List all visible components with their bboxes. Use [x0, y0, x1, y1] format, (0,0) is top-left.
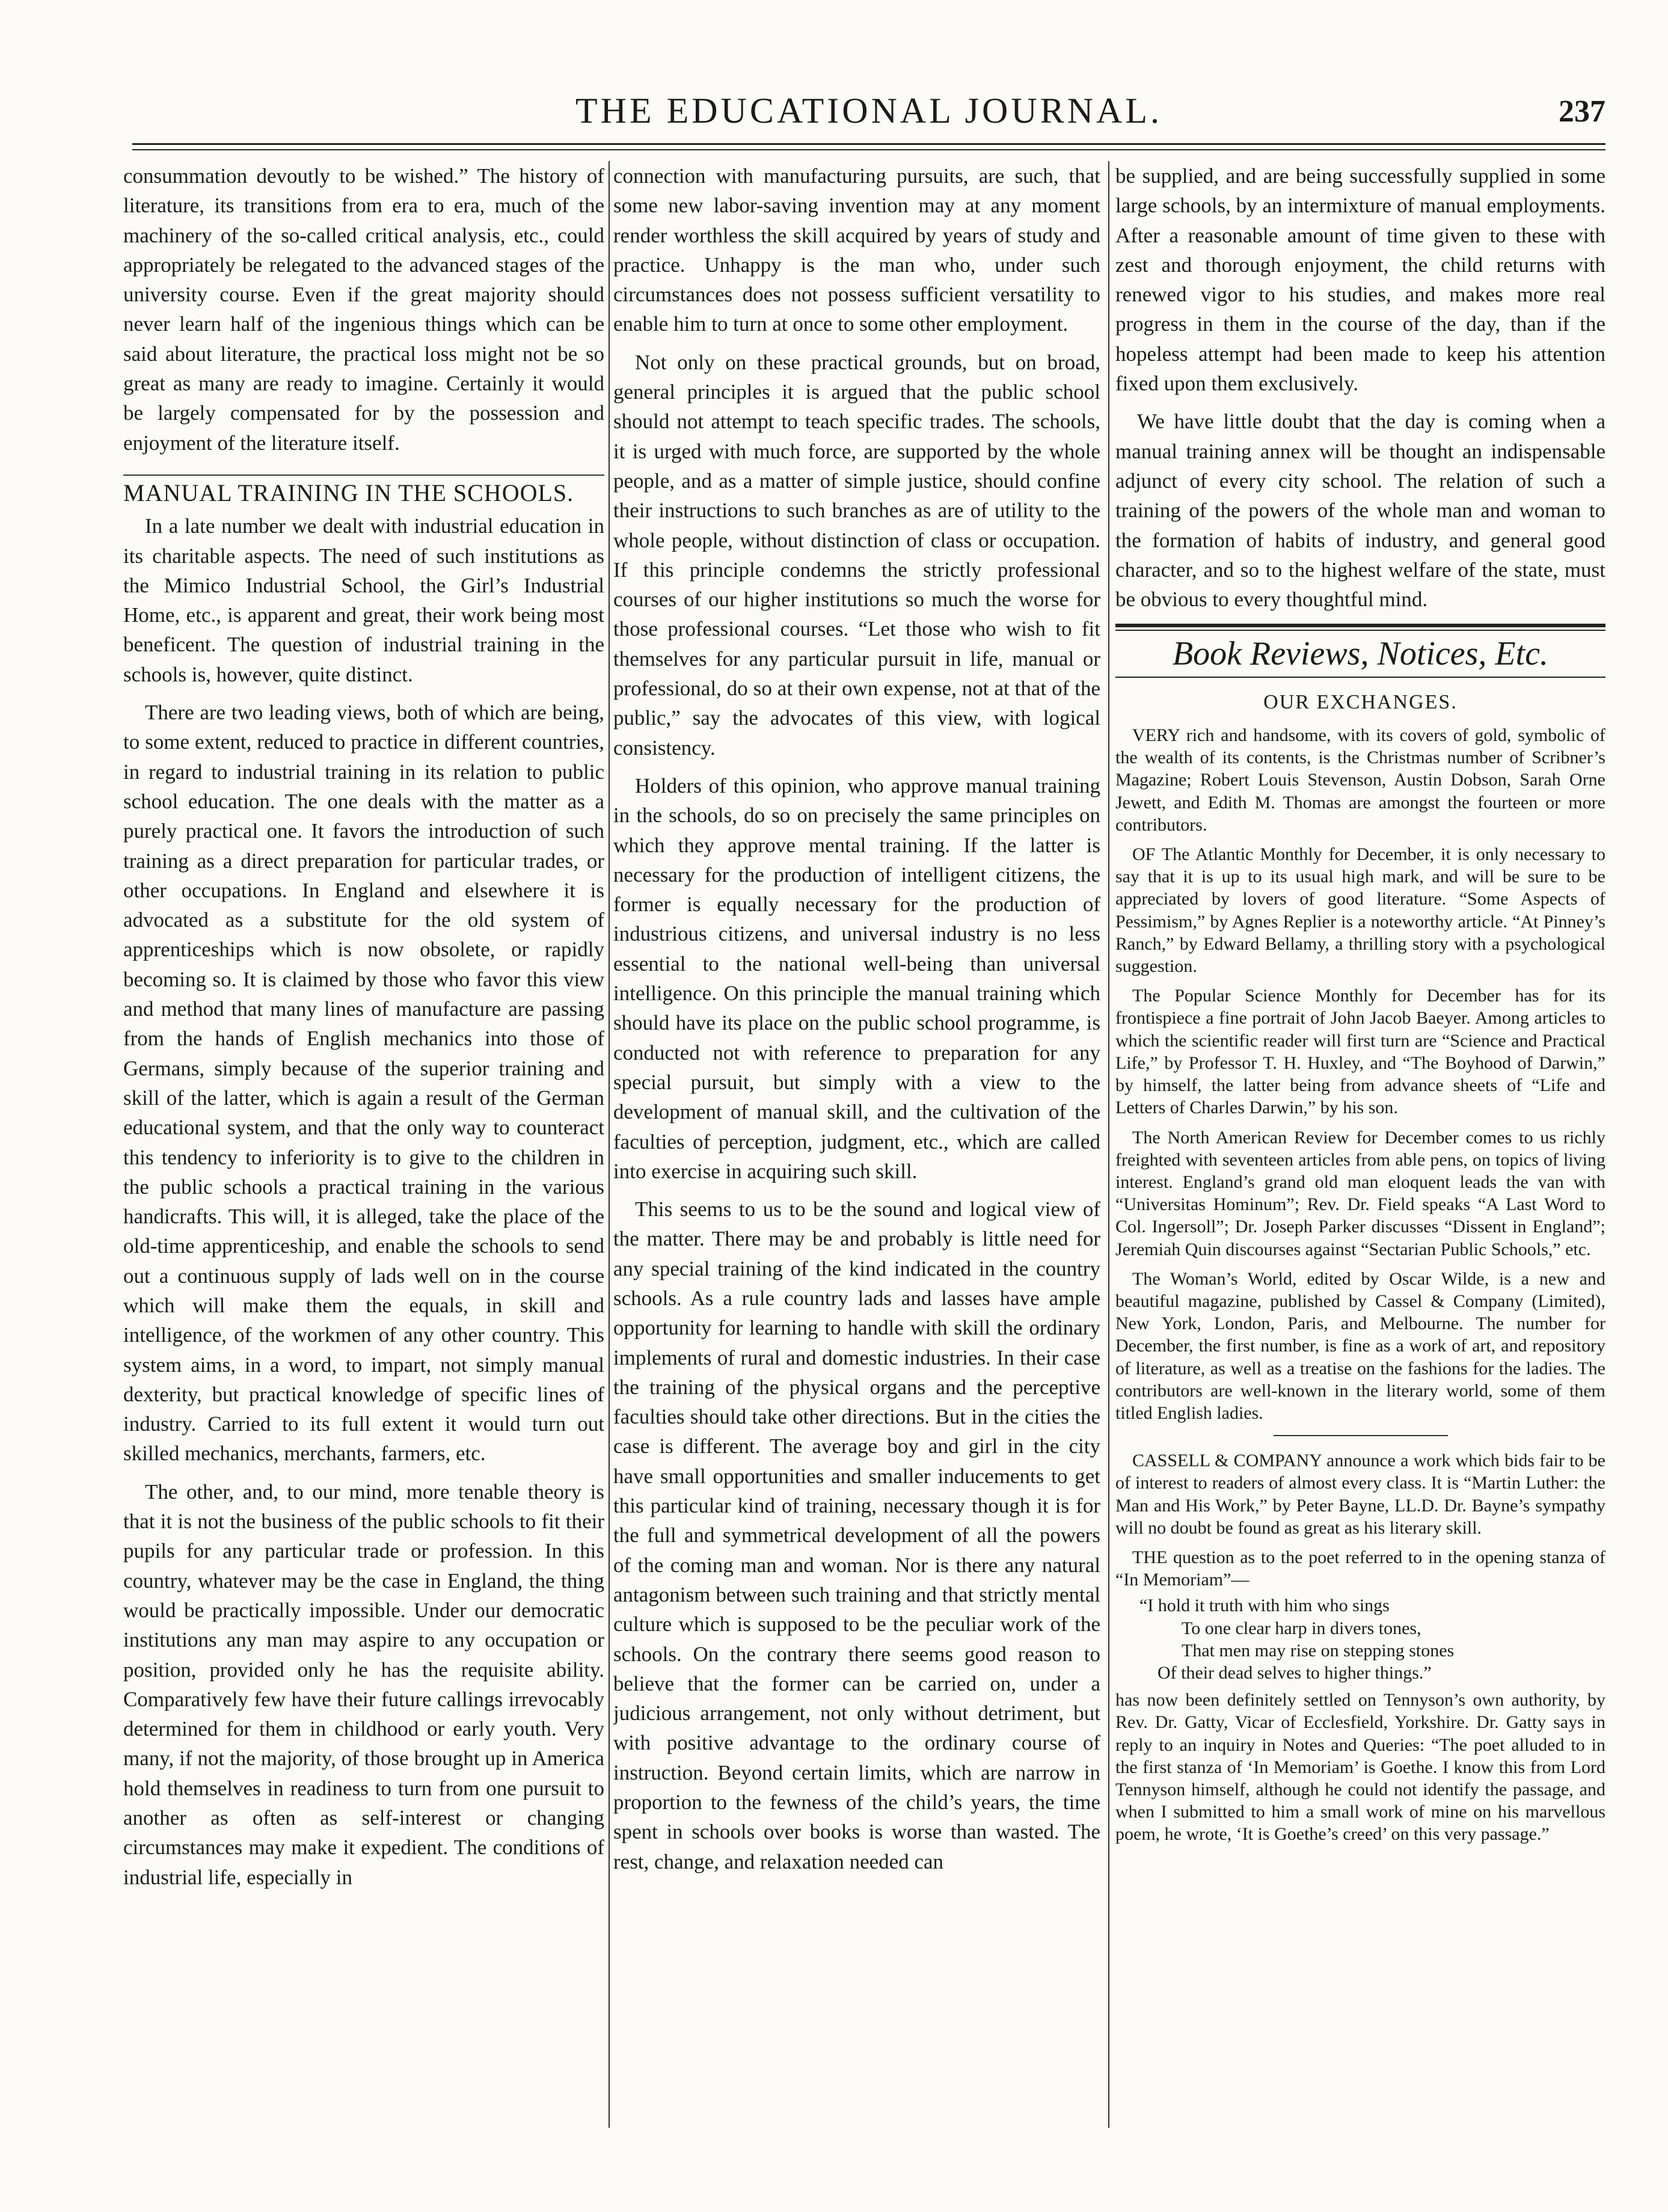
page-number: 237 — [1559, 94, 1605, 129]
column-2 — [613, 161, 1100, 2134]
verse-line: Of their dead selves to higher things.” — [1157, 1662, 1432, 1683]
review-item: The Popular Science Monthly for December has for its frontispiece a fine portrait of John Jacob Baeyer. Among articles to which the scientific reader will first turn are “Science and Practical Life,” by Professor T. H. Huxley, and “The Boyhood of Darwin,” by himself, the latter being from advance sheets of “Life and Letters of Charles Darwin,” by his son. — [1115, 986, 1605, 1118]
journal-title: THE EDUCATIONAL JOURNAL. — [575, 91, 1163, 131]
notice-item: THE question as to the poet referred to in the opening stanza of “In Memoriam”— — [1115, 1547, 1605, 1590]
column-1 — [123, 161, 604, 2134]
review-item: OF The Atlantic Monthly for December, it is only necessary to say that it is up to its usual high mark, and will be sure to be appreciated by lovers of good literature. “Some Aspects of Pessimism,” by Agnes Replier is a noteworthy article. “At Pinney’s Ranch,” by Edward Bellamy, a thrilling story with a psychological suggestion. — [1115, 844, 1605, 977]
paragraph: The other, and, to our mind, more tenable theory is that it is not the business of the public schools to fit their pupils for any particular trade or profession. In this country, whatever may be the case in England, the thing would be practically impossible. Under our democratic institutions any man may aspire to any occupation or position, provided only he has the requisite ability. Comparatively few have their future callings irrevocably determined for them in childhood or early youth. Very many, if not the majority, of those brought up in America hold themselves in readiness to turn from one pursuit to another as often as self-interest or changing circumstances may make it expedient. The conditions of industrial life, especially in — [123, 1479, 604, 1889]
paragraph: be supplied, and are being successfully supplied in some large schools, by an intermixture of manual employments. After a reasonable amount of time given to these with zest and thorough enjoyment, the child returns with renewed vigor to his studies, and makes more real progress in them in the course of the day, than if the hopeless attempt had been made to keep his attention fixed upon them exclusively. — [1115, 164, 1605, 396]
header-rule — [132, 143, 1605, 145]
column-3 — [1115, 161, 1605, 2134]
paragraph: Holders of this opinion, who approve manual training in the schools, do so on precisely the same principles on which they approve mental training. If the latter is necessary for the production of intelligent citizens, the former is equally necessary for the production of industrious citizens, and universal industry is no less essential to the national well-being than universal intelligence. On this principle the manual training which should have its place on the public school programme, is conducted not with reference to preparation for any special pursuit, but simply with a view to the development of manual skill, and the cultivation of the faculties of perception, judgment, etc., which are called into exercise in acquiring such skill. — [613, 773, 1100, 1183]
column-divider — [1108, 161, 1109, 2128]
subheading: OUR EXCHANGES. — [1263, 690, 1458, 713]
section-title: Book Reviews, Notices, Etc. — [1115, 639, 1605, 677]
notice-item: CASSELL & COMPANY announce a work which bids fair to be of interest to readers of almost every class. It is “Martin Luther: the Man and His Work,” by Peter Bayne, LL.D. Dr. Bayne’s sympathy will no doubt be found as great as his literary skill. — [1115, 1451, 1605, 1538]
verse-line: That men may rise on stepping stones — [1182, 1640, 1455, 1661]
paragraph: In a late number we dealt with industrial education in its charitable aspects. The need of such institutions as the Mimico Industrial School, the Girl’s Industrial Home, etc., is apparent and great, their work being most beneficent. The question of industrial training in the schools is, however, quite distinct. — [123, 514, 604, 686]
paragraph: consummation devoutly to be wished.” The history of literature, its transitions from era to era, much of the machinery of the so-called critical analysis, etc., could appropriately be relegated to the advanced stages of the university course. Even if the great majority should never learn half of the ingenious things which can be said about literature, the practical loss might not be so great as many are ready to imagine. Certainly it would be largely compensated for by the possession and enjoyment of the literature itself. — [123, 164, 604, 455]
paragraph: There are two leading views, both of which are being, to some extent, reduced to practice in different countries, in regard to industrial training in its relation to public school education. The one deals with the matter as a purely practical one. It favors the introduction of such training as a direct preparation for particular trades, or other occupations. In England and elsewhere it is advocated as a substitute for the old system of apprenticeships which is now obsolete, or rapidly becoming so. It is claimed by those who favor this view and method that many lines of manufacture are passing from the hands of English mechanics into those of Germans, simply because of the superior training and skill of the latter, which is again a result of the German educational system, and that the only way to counteract this tendency to inferiority is to give to the children in the public schools a practical training in the various handicrafts. This will, it is alleged, take the place of the old-time apprenticeship, and enable the schools to send out a continuous supply of lads well on in the course which will make them the equals, in skill and intelligence, of the workmen of any other country. This system aims, in a word, to impart, not simply manual dexterity, but practical knowledge of specific lines of industry. Carried to its full extent it would turn out skilled mechanics, merchants, farmers, etc. — [123, 701, 604, 1466]
section-rule — [1115, 624, 1605, 631]
short-rule — [1274, 1435, 1448, 1436]
review-item: The Woman’s World, edited by Oscar Wilde, is a new and beautiful magazine, published by Cassel & Company (Limited), New York, London, Paris, and Melbourne. The number for December, the first number, is fine as a work of art, and repository of literature, as well as a treatise on the fashions for the ladies. The contributors are well-known in the literary world, some of them titled English ladies. — [1115, 1268, 1605, 1423]
verse-quote — [1115, 1594, 1605, 1684]
verse-line: “I hold it truth with him who sings — [1139, 1596, 1390, 1616]
column-divider — [609, 161, 610, 2128]
page-header — [132, 90, 1605, 138]
reviews-block — [1115, 724, 1605, 1846]
review-item: The North American Review for December comes to us richly freighted with seventeen articles from able pens, on topics of living interest. England’s grand old man eloquent leads the van with “Universitas Hominum”; Rev. Dr. Field speaks “A Last Word to Col. Ingersoll”; Dr. Joseph Parker discusses “Dissent in England”; Jeremiah Quin discourses against “Sectarian Public Schools,” etc. — [1115, 1127, 1605, 1259]
notice-item: has now been definitely settled on Tennyson’s own authority, by Rev. Dr. Gatty, Vicar of Ecclesfield, Yorkshire. Dr. Gatty says in reply to an inquiry in Notes and Queries: “The poet alluded to in the first stanza of ‘In Memoriam’ is Goethe. I know this from Lord Tennyson himself, although he could not identify the passage, and when I submitted to him a small work of mine on his marvellous poem, he wrote, ‘It is Goethe’s creed’ on this very passage.” — [1115, 1690, 1605, 1845]
paragraph: connection with manufacturing pursuits, are such, that some new labor-saving invention may at any moment render worthless the skill acquired by years of study and practice. Unhappy is the man who, under such circumstances does not possess sufficient versatility to enable him to turn at once to some other employment. — [613, 164, 1100, 336]
paragraph: Not only on these practical grounds, but on broad, general principles it is argued that the public school should not attempt to teach specific trades. The schools, it is urged with much force, are supported by the whole people, and as a matter of simple justice, should confine their instructions to such branches as are of utility to the whole people, without distinction of class or occupation. If this principle condemns the strictly professional courses of our higher institutions so much the worse for those professional courses. “Let those who wish to fit themselves for any particular pursuit in life, manual or professional, do so at their own expense, not at that of the public,” say the advocates of this view, with logical consistency. — [613, 350, 1100, 760]
paragraph: This seems to us to be the sound and logical view of the matter. There may be and probably is little need for any special training of the kind indicated in the country schools. As a rule country lads and lasses have ample opportunity for learning to handle with skill the ordinary implements of rural and domestic industries. In their case the training of the physical organs and the perceptive faculties should take other directions. But in the cities the case is different. The average boy and girl in the city have small opportunities and smaller inducements to get this particular kind of training, necessary though it is for the full and symmetrical development of all the powers of the coming man and woman. Nor is there any natural antagonism between such training and that strictly mental culture which is supposed to be the peculiar work of the schools. On the contrary there seems good reason to believe that the former can be carried on, under a judicious arrangement, not only without detriment, but with positive advantage to the ordinary course of instruction. Beyond certain limits, which are narrow in proportion to the fewness of the child’s years, the time spent in schools over books is worse than wasted. The rest, change, and relaxation needed can — [613, 1197, 1100, 1873]
header-rule-thin — [132, 149, 1605, 150]
article-heading: MANUAL TRAINING IN THE SCHOOLS. — [123, 475, 604, 508]
review-item: VERY rich and handsome, with its covers of gold, symbolic of the wealth of its contents, is the Christmas number of Scribner’s Magazine; Robert Louis Stevenson, Austin Dobson, Sarah Orne Jewett, and Edith M. Thomas are amongst the fourteen or more contributors. — [1115, 725, 1605, 835]
verse-line: To one clear harp in divers tones, — [1182, 1618, 1421, 1638]
paragraph: We have little doubt that the day is coming when a manual training annex will be thought an indispensable adjunct of every city school. The relation of such a training of the powers of the whole man and woman to the formation of habits of industry, and general good character, and so to the highest welfare of the state, must be obvious to every thoughtful mind. — [1115, 410, 1605, 612]
